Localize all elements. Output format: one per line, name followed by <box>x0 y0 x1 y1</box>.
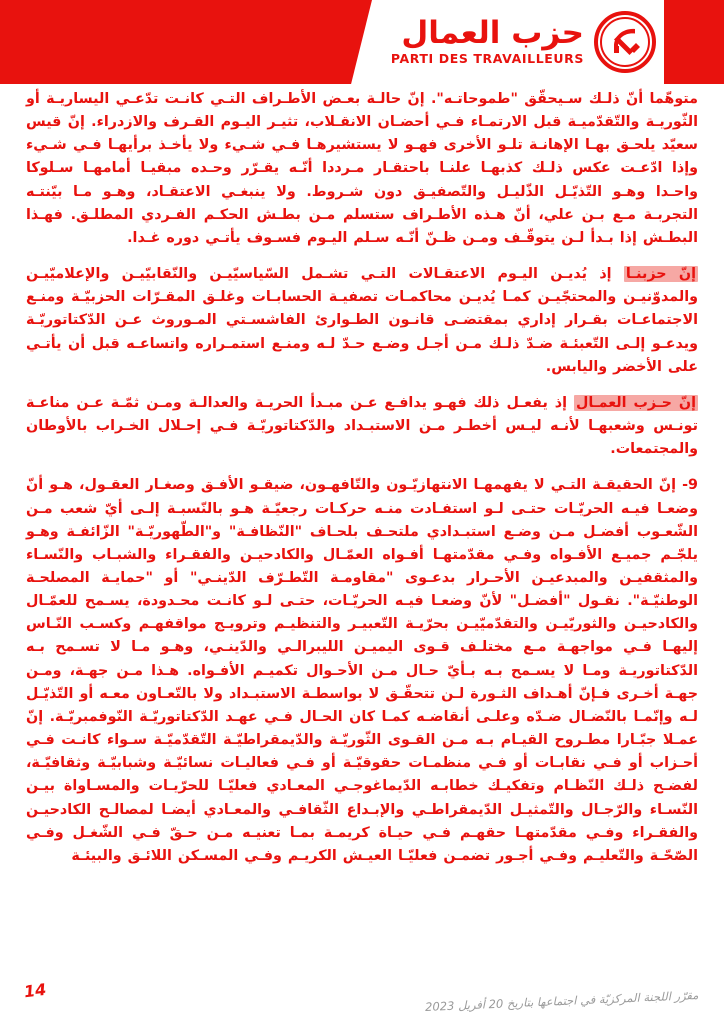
header-red-band-right <box>664 0 724 84</box>
party-name-french: PARTI DES TRAVAILLEURS <box>390 51 584 67</box>
hammer-sickle-glyph <box>605 22 645 62</box>
party-name-arabic: حزب العمال <box>401 15 584 52</box>
paragraph-4 <box>26 474 698 868</box>
highlight-our-party: إنّ حزبنـا <box>625 266 696 283</box>
paragraph-2-text: إذ يُديـن اليـوم الاعتقـالات التـي تشـمل السّياسيّيـن والنّقابيّيـن والإعلاميّيـن والمدوّنيـن والمحتجّيـن كمـا يُديـن محاكمـات تصفيـة الحسابـات وغلـق المقـرّات الحزبيّـة ومنـع الاجتماعـات بقـرار إداري بمقتضـى قانـون الطـوارئ الفاشسـتي المـوروث عـن الدّكتاتوريّـة ويدعـو إلـى التّعبئـة ضـدّ ذلـك مـن أجـل وضـع حـدّ لـه ومنـع استمـراره واتساعـه قبل أن يأتـي على الأخضر واليابس. <box>26 266 698 375</box>
paragraph-3 <box>26 392 698 461</box>
document-body <box>0 88 724 868</box>
page-header <box>0 0 724 84</box>
footer-note: مقرّر اللجنة المركزيّة في اجتماعها بتاريخ 20 أفريل 2023 <box>424 988 699 1014</box>
page-number: 14 <box>22 979 48 1002</box>
brand-block <box>334 0 664 84</box>
header-red-band-left <box>0 0 390 84</box>
page-footer <box>0 968 724 1024</box>
party-names <box>390 15 584 67</box>
paragraph-4-text: إنّ الحقيقـة التـي لا يفهمهـا الانتهازيّـون والتّافهـون، ضيقـو الأفـق وصغـار العقـول، هـو أنّ وضعـا فيـه الحريّـات حتـى لـو استفـادت منـه حركـات رجعيّـة هـو بالنّسبـة إلـى أيّ شعب مـن الشّعـوب أفضـل مـن وضـع استبـدادي ملتحـف بلحـاف "النّظافـة" و"الطّهوريّـة" الزّائفـة وهـو يلجّـم جميـع الأفـواه وفـي مقدّمتهـا أفـواه العمّـال والكادحيـن والفقـراء والشبـاب والنّسـاء والمثقفيـن والمبدعيـن الأحـرار بدعـوى "مقاومـة التّطـرّف الدّينـي" أو "حمايـة المصلحـة الوطنيّـة". نقـول "أفضـل" لأنّ وضعـا فيـه الحريّـات، حتـى لـو كانـت محـدودة، يسـمح للعمّـال والكادحيـن والثوريّيـن والتقدّميّيـن بحرّيـة التّعبيـر والتنظيـم وترويـج مواقفهـم وكسـب النّـاس إليهـا فـي مواجهـة مـع مختلـف قـوى اليميـن الليبرالـي والدّينـي، وهـو مـا لا تسـمح بـه الدّكتاتوريـة ومـا لا يسـمح بـه بـأيّ حـال مـن الأحـوال تكميـم الأفـواه. هـذا مـن جهـة، ومـن جهـة أخـرى فـإنّ أهـداف الثـورة لـن تتحقّـق لا بواسطـة الاستبـداد ولا بالتّعـاون معـه أو التّذيّـل لـه وإنّمـا بالنّضـال ضـدّه وعلـى أنقاضـه كمـا كان الحـال فـي عهـد الدّكتاتوريّـة النّوفمبريّـة. إنّ عمـلا جبّـارا مطـروح القيـام بـه مـن القـوى الثّوريّـة والدّيمقراطيّـة التّقدّميّـة سـواء كانـت فـي أحـزاب أو فـي نقابـات أو فـي منظمـات حقوقيّـة أو فـي فعاليـات نسائيّـة وشبابيّـة وثقافيّـة، لفضـح ذلـك النّظـام وتفكيـك خطابـه الدّيماغوجـي المعـادي فعليّـا للحرّيـات والمسـاواة بيـن النّسـاء والرّجـال والتّمثيـل الدّيمقراطـي والإبـداع الثّقافـي والمعـادي أيضـا لمصالـح الكادحيـن والفقـراء وفـي مقدّمتهـا حقهـم فـي حيـاة كريمـة بمـا تعنيـه مـن حـقّ فـي الشّغـل وفـي الصّحّـة والتّعليـم وفـي أجـور تضمـن فعليّـا العيـش الكريـم وفـي المسـكن اللائـق والبيئـة <box>26 477 698 864</box>
hammer-sickle-icon <box>594 11 656 73</box>
list-number-9: 9- <box>682 477 698 494</box>
paragraph-2 <box>26 263 698 379</box>
paragraph-3-text: إذ يفعـل ذلك فهـو يدافـع عـن مبـدأ الحريـة والعدالـة ومـن ثمّـة عـن مناعـة تونـس وشعبهـا لأنـه ليـس أخطـر مـن الاستبـداد والدّكتاتوريّـة فـي إحـلال الخـراب بالأوطان والمجتمعات. <box>26 394 698 458</box>
paragraph-1: متوهّما أنّ ذلـك سـيحقّق "طموحاتـه". إنّ حالـة بعـض الأطـراف التـي كانـت تدّعـي اليساريـة أو الثّوريـة والتّقدّميـة قبل الارتمـاء فـي أحضـان الانقـلاب، تثيـر اليـوم القـرف والازدراء. إنّ قيس سعيّد يلحـق بهـا الإهانـة تلـو الأخرى فهـو لا يستشيرهـا فـي شـيء ولا يأخـذ برأيهـا فـي شـيء وإذا ادّعـت عكس ذلـك كذبهـا علنـا باحتقـار مـرددا أنّـه يقـرّر وحـده مبقيـا أمامهـا سـلوكا واحـدا وهـو التّذيّـل الذّليـل والتّصفيـق دون شـروط. ولا ينبغـي الاعتقـاد، وهـو مـا بيّنتـه التجربـة مـع بـن علي، أنّ هـذه الأطـراف ستسلم مـن بطـش الحكـم الفـردي المطلـق. فهـذا البطـش إذا بـدأ لـن يتوقّـف ومـن ظـنّ أنّـه سـلم اليـوم فسـوف يأتـي دوره غـدا. <box>26 91 698 246</box>
highlight-workers-party: إنّ حـزب العمـال <box>575 394 696 411</box>
